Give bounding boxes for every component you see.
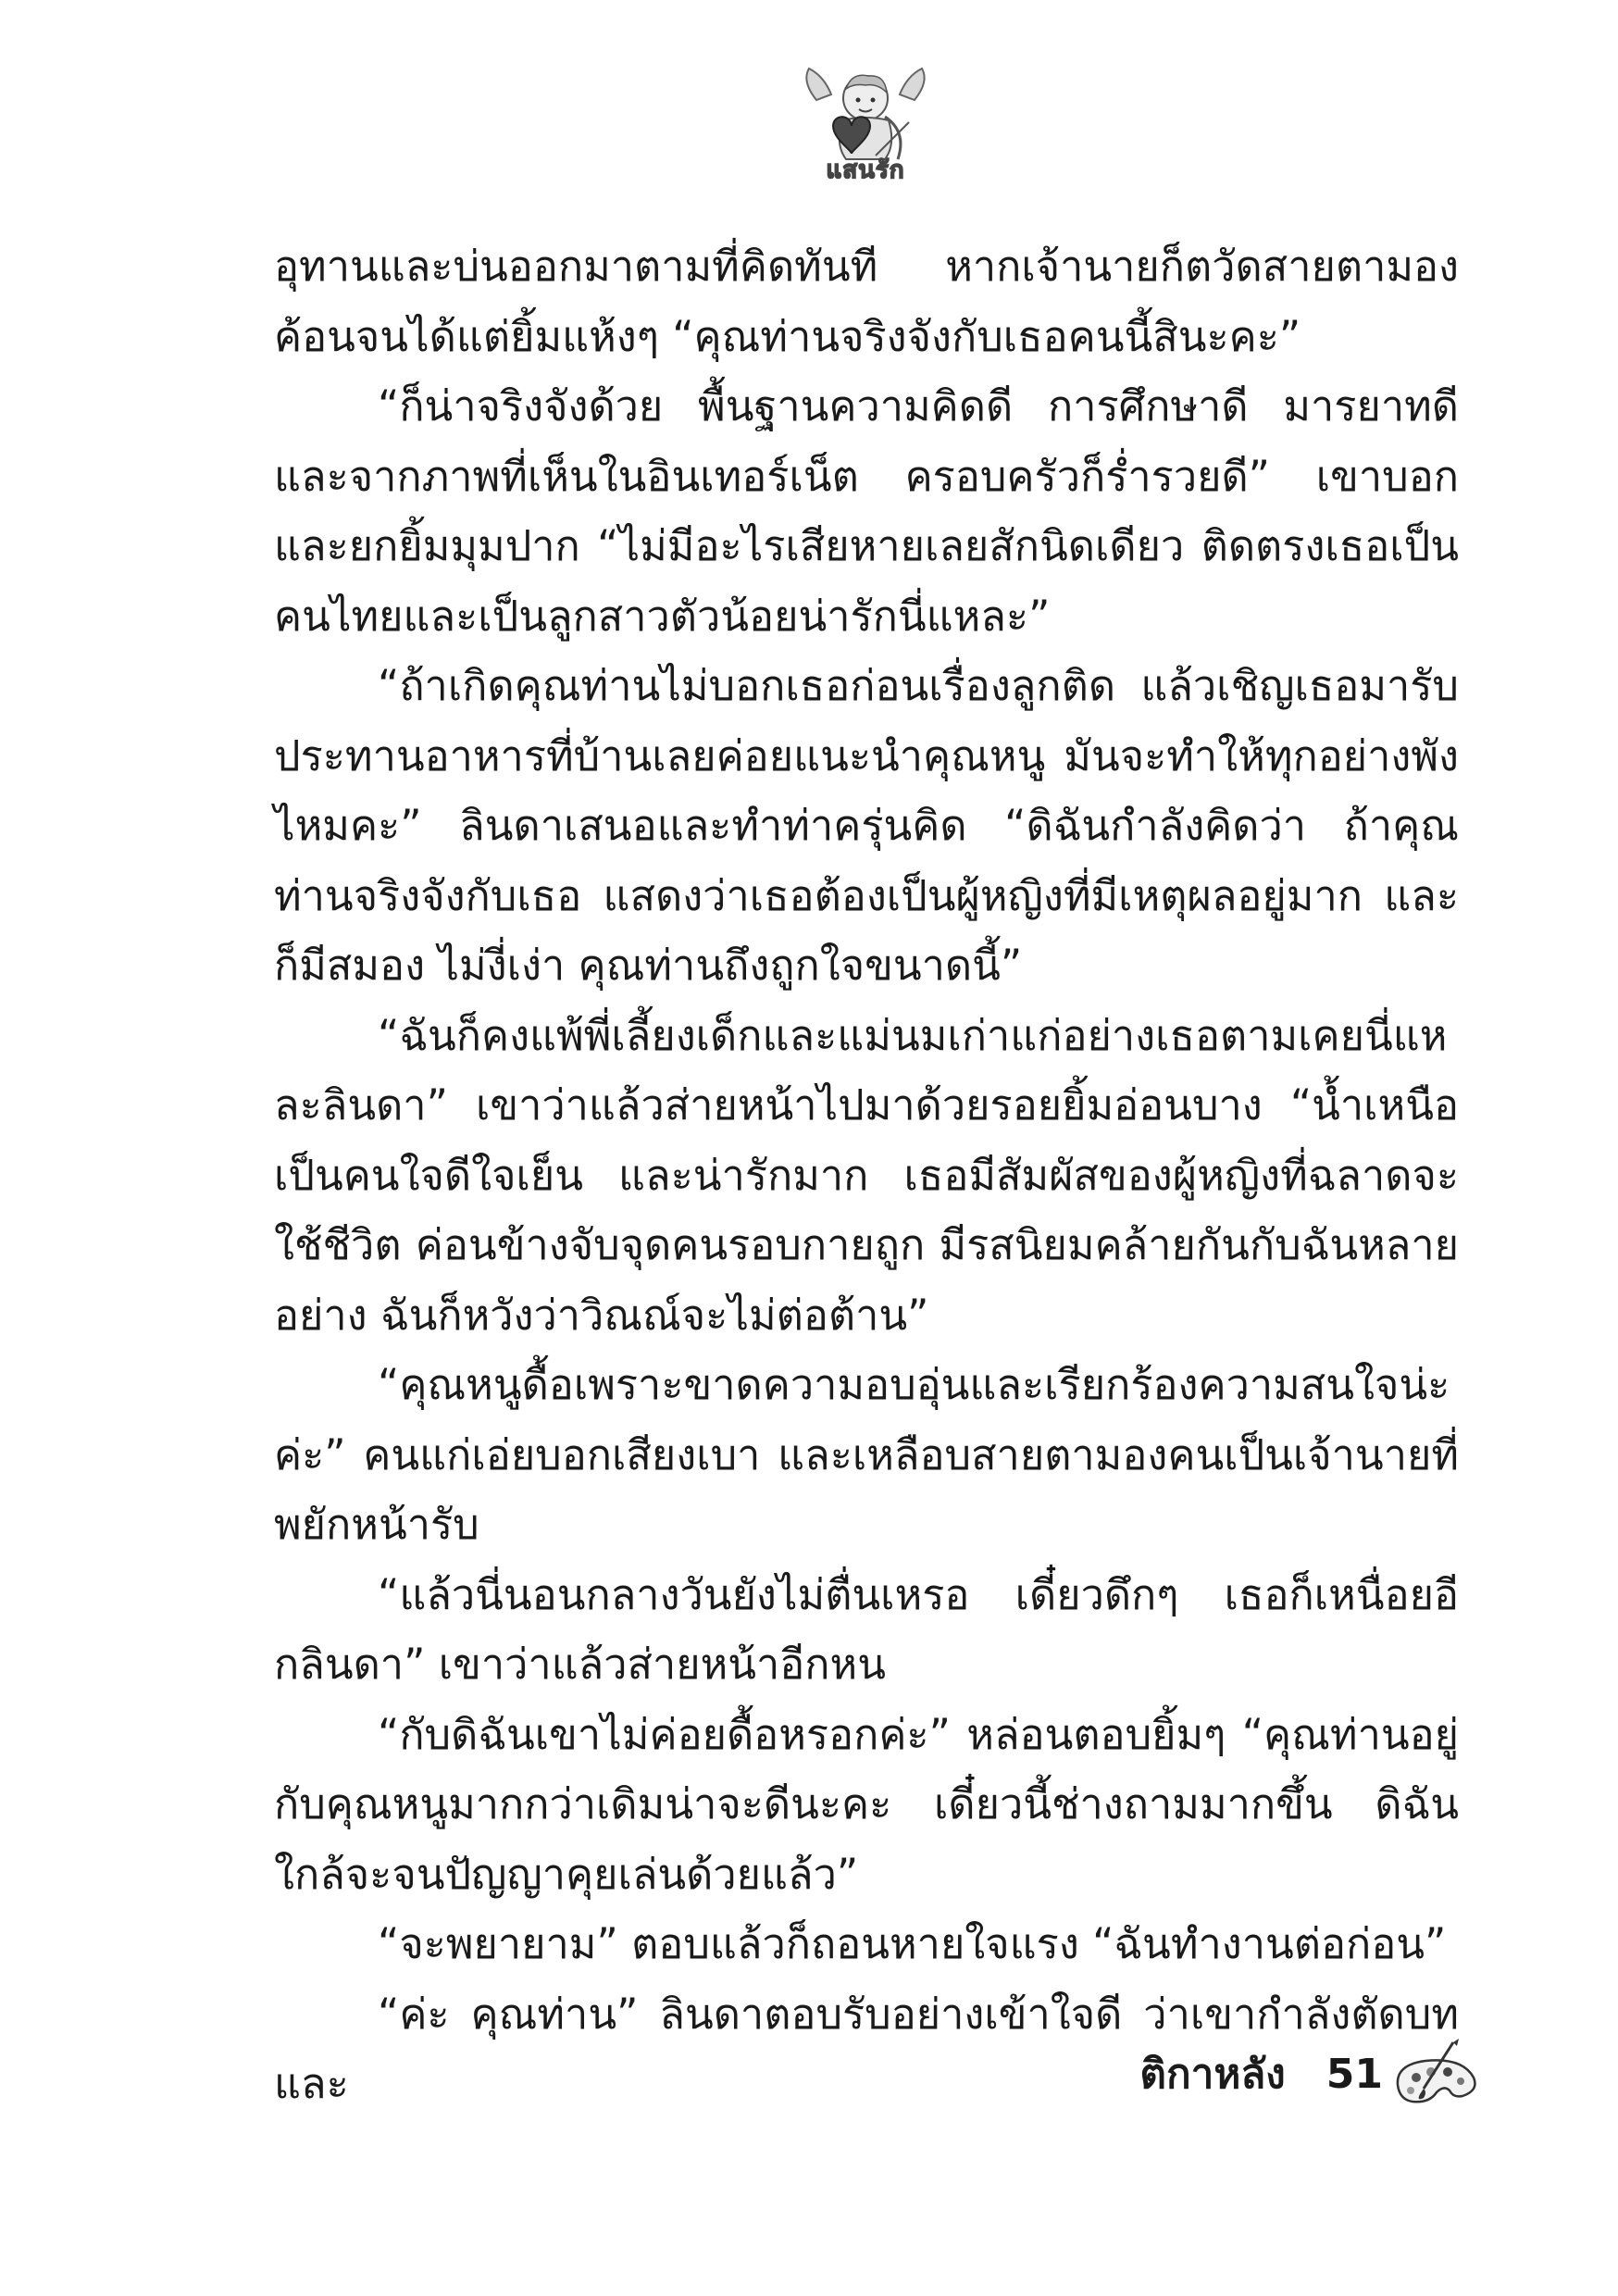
paragraph: “คุณหนูดื้อเพราะขาดความอบอุ่นและเรียกร้องความสนใจน่ะค่ะ” คนแก่เอ่ยบอกเสียงเบา และเหลือบสายตามองคนเป็นเจ้านายที่พยักหน้ารับ — [274, 1360, 1459, 1549]
paragraph: “กับดิฉันเขาไม่ค่อยดื้อหรอกค่ะ” หล่อนตอบยิ้มๆ “คุณท่านอยู่กับคุณหนูมากกว่าเดิมน่าจะดีนะคะ เดี๋ยวนี้ช่างถามมากขึ้น ดิฉันใกล้จะจนปัญญาคุยเล่นด้วยแล้ว” — [274, 1709, 1459, 1899]
paragraph: “ค่ะ คุณท่าน” ลินดาตอบรับอย่างเข้าใจดี ว่าเขากำลังตัดบทและ — [274, 1989, 1459, 2108]
paragraph: “ก็น่าจริงจังด้วย พื้นฐานความคิดดี การศึกษาดี มารยาทดี และจากภาพที่เห็นในอินเทอร์เน็ต ครอบครัวก็ร่ำรวยดี” เขาบอกและยกยิ้มมุมปาก “ไม่มีอะไรเสียหายเลยสักนิดเดียว ติดตรงเธอเป็นคนไทยและเป็นลูกสาวตัวน้อยน่ารักนี่แหละ” — [274, 381, 1459, 641]
logo-text: แสนรัก — [826, 156, 905, 184]
page-footer — [1139, 2032, 1481, 2115]
paragraph: “ถ้าเกิดคุณท่านไม่บอกเธอก่อนเรื่องลูกติด แล้วเชิญเธอมารับประทานอาหารที่บ้านเลยค่อยแนะนำคุณหนู มันจะทำให้ทุกอย่างพังไหมคะ” ลินดาเสนอและทำท่าครุ่นคิด “ดิฉันกำลังคิดว่า ถ้าคุณท่านจริงจังกับเธอ แสดงว่าเธอต้องเป็นผู้หญิงที่มีเหตุผลอยู่มาก และก็มีสมอง ไม่งี่เง่า คุณท่านถึงถูกใจขนาดนี้” — [274, 661, 1459, 990]
paragraph: “ฉันก็คงแพ้พี่เลี้ยงเด็กและแม่นมเก่าแก่อย่างเธอตามเคยนี่แหละลินดา” เขาว่าแล้วส่ายหน้าไปมาด้วยรอยยิ้มอ่อนบาง “น้ำเหนือเป็นคนใจดีใจเย็น และน่ารักมาก เธอมีสัมผัสของผู้หญิงที่ฉลาดจะใช้ชีวิต ค่อนข้างจับจุดคนรอบกายถูก มีรสนิยมคล้ายกันกับฉันหลายอย่าง ฉันก็หวังว่าวิณณ์จะไม่ต่อต้าน” — [274, 1010, 1459, 1340]
paragraph: อุทานและบ่นออกมาตามที่คิดทันที หากเจ้านายก็ตวัดสายตามองค้อนจนได้แต่ยิ้มแห้งๆ “คุณท่านจริงจังกับเธอคนนี้สินะคะ” — [274, 242, 1459, 361]
paragraph: “จะพยายาม” ตอบแล้วก็ถอนหายใจแรง “ฉันทำงานต่อก่อน” — [378, 1919, 1447, 1968]
book-title: ติกาหลัง — [1139, 2051, 1286, 2098]
header-logo — [796, 63, 935, 183]
page-number: 51 — [1326, 2050, 1383, 2098]
paragraph: “แล้วนี่นอนกลางวันยังไม่ตื่นเหรอ เดี๋ยวดึกๆ เธอก็เหนื่อยอีกลินดา” เขาว่าแล้วส่ายหน้าอีกหน — [274, 1569, 1459, 1689]
paint-palette-brush-icon — [1388, 2037, 1481, 2111]
body-text — [274, 231, 1459, 2119]
